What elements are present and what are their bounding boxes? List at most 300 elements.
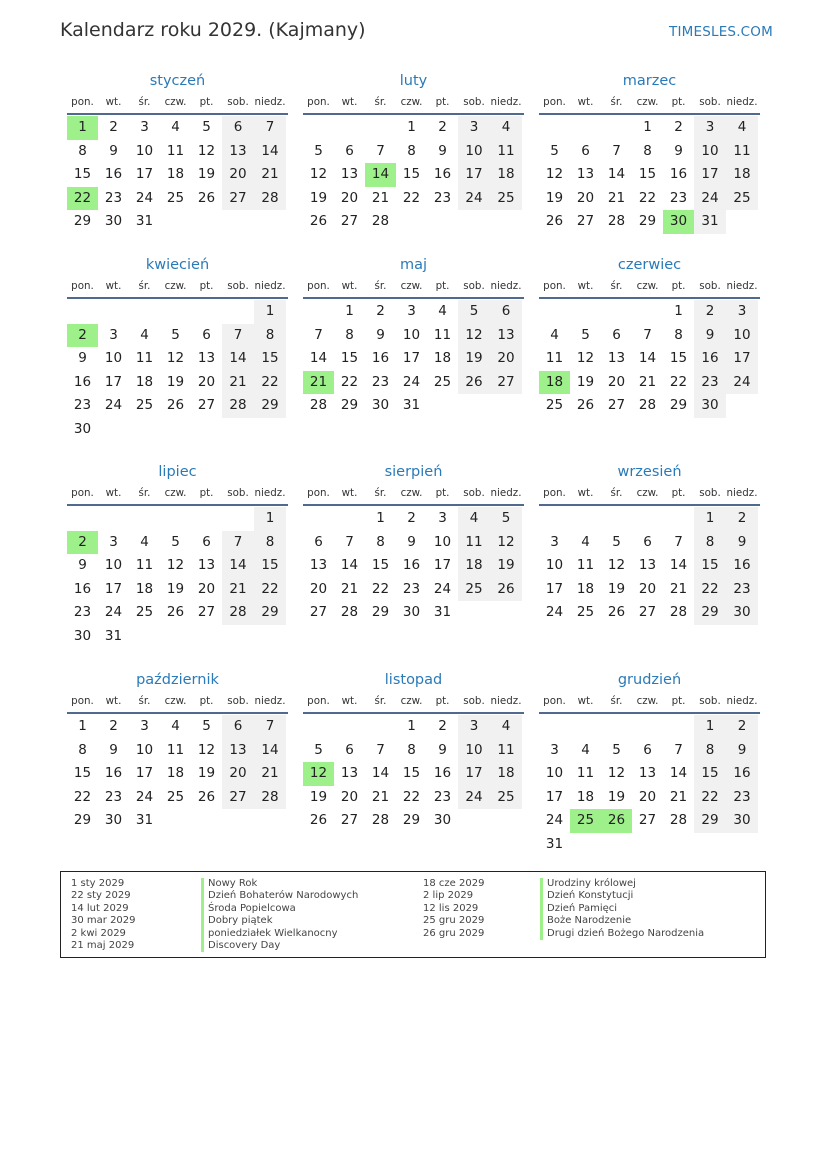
legend-entry: Dobry piątek <box>201 915 358 927</box>
day-cell: 5 <box>612 741 621 758</box>
day-cell: 9 <box>438 142 447 159</box>
empty-day-cell <box>129 507 160 531</box>
legend-entry: Dzień Bohaterów Narodowych <box>201 890 358 902</box>
day-cell: 12 <box>309 166 328 182</box>
holiday-day-cell: 14 <box>365 163 396 187</box>
day-cell: 14 <box>309 350 328 366</box>
day-cell: 18 <box>458 554 490 578</box>
day-cell: 9 <box>376 326 385 343</box>
weekday-label: niedz. <box>254 487 286 499</box>
day-cell: 6 <box>222 715 254 739</box>
day-cell: 5 <box>550 142 559 159</box>
day-cell: 27 <box>638 812 657 828</box>
day-cell: 16 <box>104 765 123 781</box>
legend-entry: Środa Popielcowa <box>201 903 358 915</box>
day-cell: 30 <box>104 812 123 828</box>
weekday-label: śr. <box>610 695 623 707</box>
legend-entry: Dzień Pamięci <box>540 903 704 915</box>
weekday-header <box>303 96 524 115</box>
day-cell: 29 <box>402 812 421 828</box>
weekday-label: sob. <box>699 487 721 499</box>
weekday-label: czw. <box>400 695 423 707</box>
weekday-label: niedz. <box>490 96 522 108</box>
day-cell: 5 <box>202 119 211 135</box>
day-cell: 30 <box>73 627 92 644</box>
day-cell: 12 <box>197 142 216 159</box>
holiday-day-cell: 22 <box>67 187 98 211</box>
weekday-label: niedz. <box>726 96 758 108</box>
day-cell: 7 <box>376 142 385 159</box>
day-cell: 13 <box>340 765 359 781</box>
day-cell: 22 <box>669 373 688 390</box>
day-cell: 18 <box>166 166 185 182</box>
day-cell: 25 <box>545 397 564 413</box>
weekday-label: wt. <box>341 96 358 108</box>
weekday-label: sob. <box>227 280 249 292</box>
day-cell: 2 <box>726 715 758 739</box>
day-cell: 11 <box>490 739 522 763</box>
day-cell: 8 <box>643 142 652 159</box>
weekday-label: śr. <box>138 695 151 707</box>
legend-names-col1 <box>201 878 358 952</box>
day-cell: 10 <box>104 350 123 366</box>
day-cell: 24 <box>104 604 123 620</box>
weekday-label: wt. <box>105 487 122 499</box>
day-cell: 7 <box>345 533 354 550</box>
day-cell: 2 <box>694 300 726 324</box>
month-name: luty <box>399 73 428 89</box>
day-cell: 15 <box>73 166 92 182</box>
day-cell: 6 <box>490 300 522 324</box>
day-cell: 5 <box>612 533 621 550</box>
day-cell: 30 <box>726 809 758 833</box>
legend-entry: 2 lip 2029 <box>423 890 474 902</box>
day-cell: 24 <box>135 189 154 206</box>
weekday-label: śr. <box>138 96 151 108</box>
day-cell: 5 <box>581 326 590 343</box>
weekday-label: śr. <box>374 487 387 499</box>
weekday-label: sob. <box>699 96 721 108</box>
empty-day-cell <box>632 507 663 531</box>
day-cell: 16 <box>402 557 421 573</box>
day-cell: 19 <box>545 189 564 206</box>
weekday-label: pon. <box>71 96 94 108</box>
weekday-label: wt. <box>341 695 358 707</box>
day-cell: 29 <box>73 812 92 828</box>
month-name: marzec <box>622 73 677 89</box>
day-cell: 17 <box>135 765 154 781</box>
day-cell: 19 <box>166 373 185 390</box>
day-cell: 27 <box>197 397 216 413</box>
day-cell: 23 <box>371 373 390 390</box>
day-cell: 21 <box>638 373 657 390</box>
day-cell: 23 <box>73 604 92 620</box>
day-cell: 8 <box>376 533 385 550</box>
holiday-day-cell: 30 <box>663 210 694 234</box>
weekday-label: czw. <box>164 487 187 499</box>
day-cell: 25 <box>166 788 185 805</box>
weekday-label: sob. <box>463 695 485 707</box>
empty-day-cell <box>67 300 98 324</box>
day-cell: 25 <box>135 604 154 620</box>
day-cell: 23 <box>104 189 123 206</box>
weekday-label: niedz. <box>726 280 758 292</box>
day-cell: 15 <box>638 166 657 182</box>
day-cell: 30 <box>694 394 726 418</box>
day-cell: 11 <box>433 326 452 343</box>
day-cell: 5 <box>314 142 323 159</box>
day-cell: 12 <box>197 741 216 758</box>
day-cell: 2 <box>109 119 118 135</box>
empty-day-cell <box>570 116 601 140</box>
day-cell: 16 <box>726 554 758 578</box>
legend-entry: 30 mar 2029 <box>71 915 136 927</box>
day-cell: 12 <box>458 324 490 348</box>
holiday-day-cell: 1 <box>67 116 98 140</box>
day-grid <box>539 507 760 625</box>
day-cell: 15 <box>402 765 421 781</box>
month-name: wrzesień <box>617 464 682 480</box>
day-cell: 15 <box>694 554 726 578</box>
day-cell: 26 <box>309 213 328 229</box>
weekday-label: wt. <box>577 280 594 292</box>
day-cell: 27 <box>576 213 595 229</box>
weekday-label: pt. <box>671 96 686 108</box>
day-cell: 6 <box>345 741 354 758</box>
weekday-label: wt. <box>341 487 358 499</box>
legend-entry: Nowy Rok <box>201 878 358 890</box>
day-cell: 10 <box>135 741 154 758</box>
weekday-label: sob. <box>227 695 249 707</box>
day-cell: 29 <box>340 397 359 413</box>
day-cell: 15 <box>694 762 726 786</box>
weekday-label: pon. <box>307 96 330 108</box>
weekday-label: czw. <box>164 96 187 108</box>
day-cell: 10 <box>458 140 490 164</box>
weekday-label: śr. <box>374 695 387 707</box>
day-cell: 3 <box>140 119 149 135</box>
holiday-day-cell: 12 <box>303 762 334 786</box>
day-cell: 28 <box>222 394 254 418</box>
day-cell: 24 <box>458 786 490 810</box>
day-cell: 15 <box>669 350 688 366</box>
empty-day-cell <box>222 300 254 324</box>
empty-day-cell <box>129 300 160 324</box>
day-cell: 2 <box>376 303 385 319</box>
weekday-label: pon. <box>71 280 94 292</box>
day-cell: 15 <box>402 166 421 182</box>
day-cell: 12 <box>576 350 595 366</box>
day-cell: 28 <box>340 604 359 620</box>
day-cell: 6 <box>222 116 254 140</box>
empty-day-cell <box>570 507 601 531</box>
day-cell: 1 <box>643 119 652 135</box>
month-block <box>539 72 760 234</box>
weekday-label: pon. <box>543 280 566 292</box>
day-cell: 16 <box>433 166 452 182</box>
day-cell: 3 <box>109 326 118 343</box>
day-cell: 7 <box>314 326 323 343</box>
day-cell: 23 <box>669 189 688 206</box>
day-cell: 5 <box>458 300 490 324</box>
day-cell: 17 <box>135 166 154 182</box>
weekday-label: pon. <box>543 695 566 707</box>
weekday-label: pt. <box>199 280 214 292</box>
day-cell: 7 <box>674 533 683 550</box>
day-cell: 20 <box>340 788 359 805</box>
day-cell: 9 <box>438 741 447 758</box>
day-cell: 6 <box>643 533 652 550</box>
day-cell: 4 <box>171 718 180 734</box>
day-cell: 22 <box>694 578 726 602</box>
day-cell: 29 <box>694 601 726 625</box>
weekday-label: pon. <box>71 487 94 499</box>
day-cell: 8 <box>694 739 726 763</box>
day-cell: 3 <box>550 741 559 758</box>
empty-day-cell <box>601 507 632 531</box>
day-cell: 31 <box>135 812 154 828</box>
weekday-label: wt. <box>105 280 122 292</box>
holiday-day-cell: 2 <box>67 324 98 348</box>
day-cell: 2 <box>726 507 758 531</box>
day-cell: 17 <box>433 557 452 573</box>
day-cell: 26 <box>545 213 564 229</box>
day-grid <box>539 300 760 418</box>
day-cell: 14 <box>340 557 359 573</box>
weekday-header <box>539 695 760 714</box>
day-cell: 30 <box>73 420 92 437</box>
day-cell: 16 <box>104 166 123 182</box>
day-cell: 21 <box>669 580 688 597</box>
day-cell: 13 <box>638 765 657 781</box>
day-cell: 27 <box>222 187 254 211</box>
day-cell: 26 <box>576 397 595 413</box>
day-cell: 7 <box>376 741 385 758</box>
day-cell: 27 <box>638 604 657 620</box>
day-cell: 23 <box>73 397 92 413</box>
weekday-label: pt. <box>435 96 450 108</box>
day-cell: 18 <box>576 788 595 805</box>
weekday-label: pon. <box>543 487 566 499</box>
day-cell: 26 <box>197 788 216 805</box>
day-cell: 14 <box>669 765 688 781</box>
day-cell: 9 <box>407 533 416 550</box>
day-cell: 28 <box>669 812 688 828</box>
weekday-label: niedz. <box>490 280 522 292</box>
holiday-legend <box>60 871 766 958</box>
day-cell: 10 <box>433 533 452 550</box>
day-cell: 16 <box>73 373 92 390</box>
day-cell: 23 <box>726 786 758 810</box>
day-cell: 3 <box>458 715 490 739</box>
empty-day-cell <box>663 715 694 739</box>
day-cell: 18 <box>135 373 154 390</box>
day-cell: 15 <box>254 347 286 371</box>
month-name: maj <box>399 257 428 273</box>
day-cell: 19 <box>607 580 626 597</box>
day-cell: 4 <box>581 741 590 758</box>
day-cell: 24 <box>104 397 123 413</box>
weekday-label: czw. <box>636 695 659 707</box>
weekday-label: pt. <box>671 280 686 292</box>
legend-entry: Dzień Konstytucji <box>540 890 704 902</box>
month-block <box>539 256 760 418</box>
month-block <box>539 671 760 856</box>
day-cell: 11 <box>545 350 564 366</box>
day-cell: 10 <box>402 326 421 343</box>
day-cell: 29 <box>73 213 92 229</box>
day-cell: 24 <box>402 373 421 390</box>
empty-day-cell <box>539 715 570 739</box>
day-cell: 21 <box>254 762 286 786</box>
day-cell: 31 <box>433 604 452 620</box>
weekday-label: pon. <box>307 695 330 707</box>
day-cell: 30 <box>371 397 390 413</box>
day-cell: 13 <box>638 557 657 573</box>
day-cell: 26 <box>197 189 216 206</box>
day-cell: 29 <box>371 604 390 620</box>
day-cell: 9 <box>674 142 683 159</box>
day-cell: 10 <box>694 140 726 164</box>
day-cell: 24 <box>726 371 758 395</box>
day-cell: 22 <box>73 788 92 805</box>
day-cell: 19 <box>490 554 522 578</box>
empty-day-cell <box>222 507 254 531</box>
day-cell: 19 <box>197 166 216 182</box>
day-cell: 21 <box>222 578 254 602</box>
weekday-label: czw. <box>164 280 187 292</box>
day-cell: 8 <box>407 741 416 758</box>
legend-entry: 1 sty 2029 <box>71 878 125 889</box>
day-cell: 19 <box>166 580 185 597</box>
weekday-label: niedz. <box>254 96 286 108</box>
day-cell: 29 <box>694 809 726 833</box>
weekday-label: sob. <box>227 487 249 499</box>
empty-day-cell <box>601 300 632 324</box>
weekday-header <box>67 280 288 299</box>
weekday-label: wt. <box>105 96 122 108</box>
weekday-label: pt. <box>671 487 686 499</box>
day-cell: 25 <box>458 578 490 602</box>
day-cell: 3 <box>438 510 447 526</box>
day-cell: 28 <box>371 213 390 229</box>
day-cell: 3 <box>109 533 118 550</box>
day-cell: 3 <box>140 718 149 734</box>
empty-day-cell <box>98 507 129 531</box>
day-cell: 2 <box>109 718 118 734</box>
weekday-label: niedz. <box>490 487 522 499</box>
weekday-label: pt. <box>199 695 214 707</box>
day-cell: 27 <box>309 604 328 620</box>
weekday-header <box>67 96 288 115</box>
day-cell: 31 <box>135 213 154 229</box>
day-cell: 18 <box>576 580 595 597</box>
month-block <box>67 463 288 648</box>
day-cell: 27 <box>340 213 359 229</box>
day-cell: 6 <box>202 326 211 343</box>
day-cell: 20 <box>576 189 595 206</box>
day-cell: 31 <box>545 835 564 852</box>
weekday-label: sob. <box>227 96 249 108</box>
day-cell: 11 <box>726 140 758 164</box>
month-block <box>67 72 288 234</box>
day-cell: 21 <box>254 163 286 187</box>
day-cell: 17 <box>402 350 421 366</box>
day-cell: 20 <box>607 373 626 390</box>
day-cell: 1 <box>674 303 683 319</box>
day-grid <box>303 715 524 833</box>
day-cell: 4 <box>726 116 758 140</box>
day-cell: 25 <box>726 187 758 211</box>
day-cell: 3 <box>458 116 490 140</box>
legend-entry: Drugi dzień Bożego Narodzenia <box>540 928 704 940</box>
weekday-label: śr. <box>374 280 387 292</box>
holiday-day-cell: 26 <box>601 809 632 833</box>
brand-link[interactable]: TIMESLES.COM <box>669 24 773 40</box>
holiday-day-cell: 18 <box>539 371 570 395</box>
day-cell: 9 <box>726 531 758 555</box>
day-cell: 4 <box>438 303 447 319</box>
month-block <box>67 671 288 833</box>
day-cell: 5 <box>490 507 522 531</box>
day-cell: 11 <box>135 350 154 366</box>
day-cell: 2 <box>438 718 447 734</box>
day-cell: 16 <box>73 580 92 597</box>
day-cell: 1 <box>254 507 286 531</box>
day-cell: 13 <box>309 557 328 573</box>
day-cell: 13 <box>197 557 216 573</box>
day-cell: 28 <box>638 397 657 413</box>
weekday-label: sob. <box>699 695 721 707</box>
empty-day-cell <box>191 507 222 531</box>
day-cell: 5 <box>314 741 323 758</box>
day-cell: 13 <box>197 350 216 366</box>
day-cell: 14 <box>607 166 626 182</box>
empty-day-cell <box>601 715 632 739</box>
day-cell: 8 <box>78 142 87 159</box>
day-cell: 21 <box>340 580 359 597</box>
day-cell: 21 <box>222 371 254 395</box>
weekday-header <box>539 487 760 506</box>
day-cell: 1 <box>694 507 726 531</box>
legend-entry: Discovery Day <box>201 940 358 952</box>
empty-day-cell <box>67 507 98 531</box>
day-cell: 12 <box>490 531 522 555</box>
legend-dates-col2 <box>423 878 484 940</box>
day-cell: 23 <box>402 580 421 597</box>
day-cell: 20 <box>638 580 657 597</box>
day-cell: 28 <box>607 213 626 229</box>
month-block <box>303 671 524 833</box>
day-cell: 1 <box>407 119 416 135</box>
day-cell: 4 <box>140 533 149 550</box>
day-cell: 7 <box>674 741 683 758</box>
day-cell: 8 <box>694 531 726 555</box>
day-cell: 20 <box>222 163 254 187</box>
day-cell: 23 <box>726 578 758 602</box>
weekday-label: czw. <box>164 695 187 707</box>
legend-entry: 18 cze 2029 <box>423 878 485 889</box>
day-cell: 4 <box>581 533 590 550</box>
day-cell: 19 <box>458 347 490 371</box>
weekday-label: niedz. <box>490 695 522 707</box>
day-cell: 7 <box>254 715 286 739</box>
day-cell: 17 <box>694 163 726 187</box>
day-cell: 14 <box>222 554 254 578</box>
day-cell: 7 <box>222 531 254 555</box>
day-cell: 24 <box>458 187 490 211</box>
day-cell: 30 <box>433 812 452 828</box>
